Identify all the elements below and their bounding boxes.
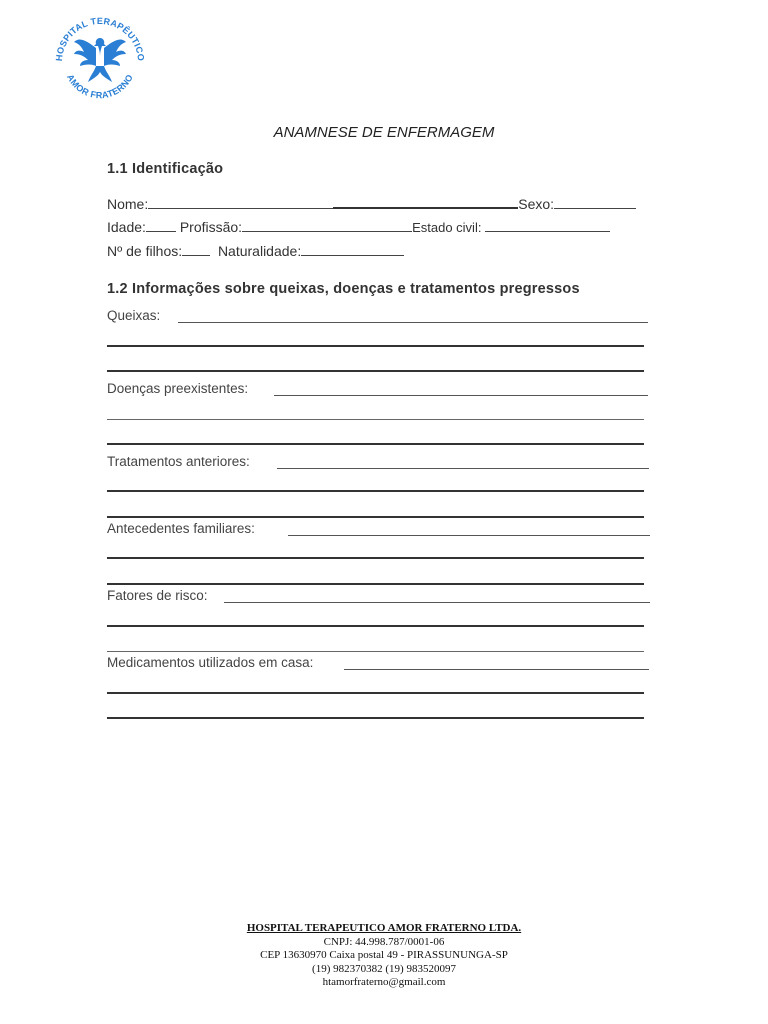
naturalidade-label: Naturalidade: [217,243,302,259]
document-title: ANAMNESE DE ENFERMAGEM [273,124,495,141]
profissao-label: Profissão: [179,219,243,235]
footer [0,922,768,990]
antecedentes-line-2[interactable] [107,557,644,559]
svg-text:HOSPITAL TERAPÊUTICO: HOSPITAL TERAPÊUTICO [53,15,147,62]
footer-cnpj: CNPJ: 44.998.787/0001-06 [323,935,445,948]
medicamentos-label: Medicamentos utilizados em casa: [107,655,314,670]
section-heading-history: 1.2 Informações sobre queixas, doenças e tratamentos pregressos [107,281,580,297]
row-nome-sexo [107,195,636,212]
doencas-line-3[interactable] [107,443,644,445]
tratamentos-field[interactable] [277,468,649,469]
queixas-line-2[interactable] [107,345,644,347]
profissao-field-continued[interactable] [316,219,412,232]
filhos-label: Nº de filhos: [107,243,183,259]
profissao-field[interactable] [242,219,316,232]
estado-civil-label: Estado civil: [412,220,482,235]
nome-field[interactable] [148,196,333,209]
idade-field[interactable] [146,219,176,232]
footer-phones: (19) 982370382 (19) 983520097 [312,962,456,975]
nome-field-continued[interactable] [333,195,518,209]
tratamentos-line-2[interactable] [107,490,644,492]
section-heading-identification: 1.1 Identificação [107,161,224,177]
svg-text:AMOR FRATERNO: AMOR FRATERNO [65,72,135,101]
phoenix-icon [74,38,126,82]
doencas-field[interactable] [274,395,648,396]
fatores-label: Fatores de risco: [107,588,208,603]
sexo-field[interactable] [554,196,636,209]
antecedentes-line-3[interactable] [107,583,644,585]
queixas-field[interactable] [178,322,648,323]
fatores-line-2[interactable] [107,625,644,627]
queixas-line-3[interactable] [107,370,644,372]
doencas-label: Doenças preexistentes: [107,381,249,396]
idade-label: Idade: [107,219,146,235]
naturalidade-field[interactable] [301,243,404,256]
row-filhos-naturalidade [107,243,404,259]
antecedentes-field[interactable] [288,535,650,536]
medicamentos-field[interactable] [344,669,649,670]
footer-address: CEP 13630970 Caixa postal 49 - PIRASSUNUNGA-SP [260,949,508,961]
estado-civil-field[interactable] [485,219,610,232]
footer-company: HOSPITAL TERAPEUTICO AMOR FRATERNO LTDA. [246,922,522,934]
fatores-field[interactable] [224,602,650,603]
tratamentos-line-3[interactable] [107,516,644,518]
fatores-line-3[interactable] [107,651,644,652]
hospital-logo [52,12,148,104]
medicamentos-line-2[interactable] [107,692,644,694]
queixas-label: Queixas: [107,308,161,323]
footer-email[interactable]: htamorfraterno@gmail.com [322,976,446,988]
doencas-line-2[interactable] [107,419,644,420]
medicamentos-line-3[interactable] [107,717,644,719]
row-idade-profissao [107,219,610,235]
tratamentos-label: Tratamentos anteriores: [107,454,250,469]
filhos-field[interactable] [182,243,210,256]
sexo-label: Sexo: [518,196,555,212]
antecedentes-label: Antecedentes familiares: [107,521,255,536]
nome-label: Nome: [107,196,149,212]
